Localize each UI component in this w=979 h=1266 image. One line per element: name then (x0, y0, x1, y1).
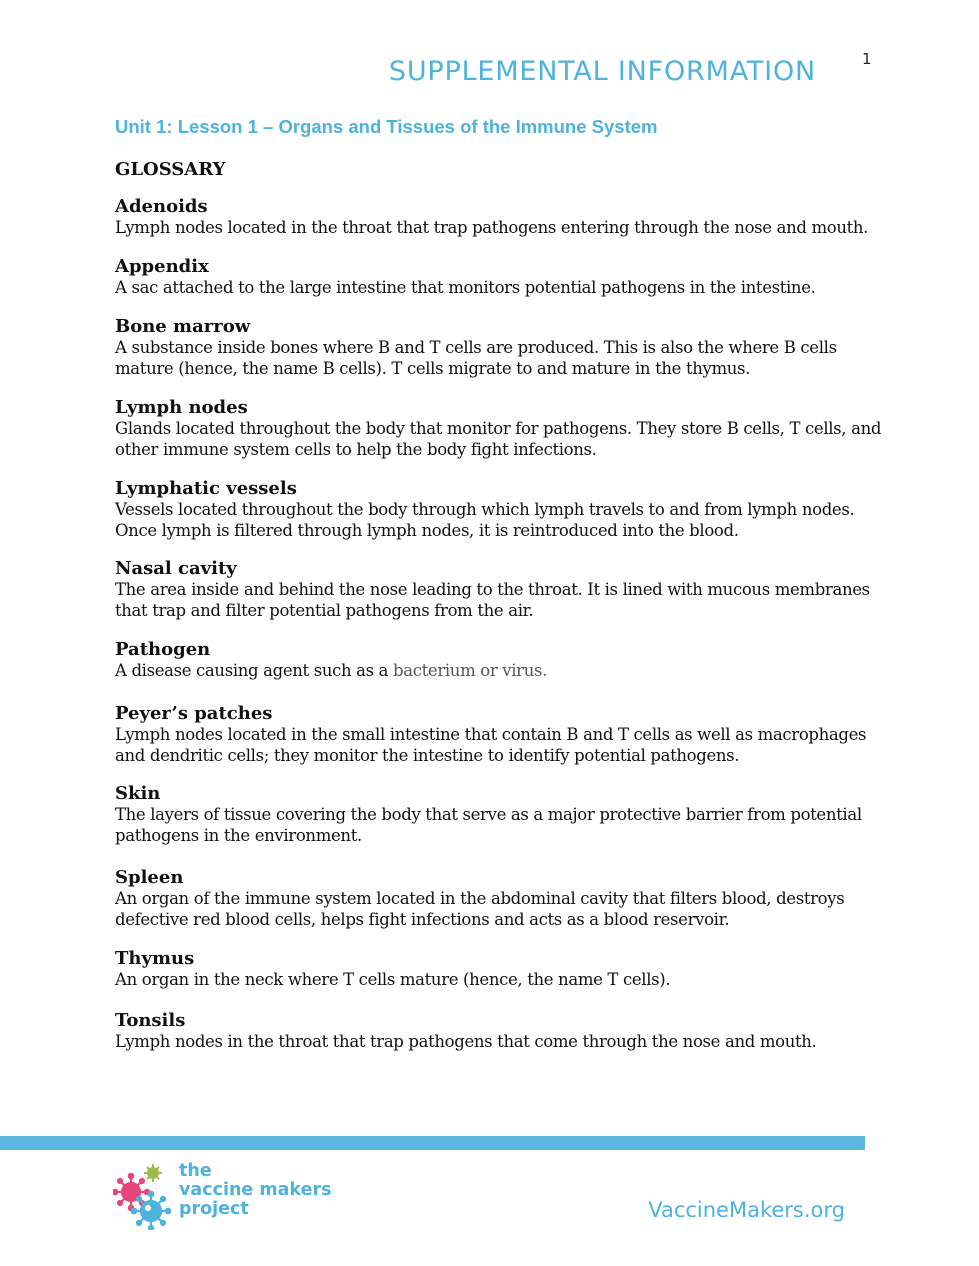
footer-bar (0, 1136, 865, 1150)
glossary-term: Lymph nodes (115, 397, 248, 418)
glossary-term: Lymphatic vessels (115, 478, 297, 499)
glossary-term: Peyer’s patches (115, 703, 273, 724)
glossary-definition (115, 660, 895, 681)
lesson-title: Unit 1: Lesson 1 – Organs and Tissues of the Immune System (115, 116, 658, 137)
glossary-definition: A sac attached to the large intestine that monitors potential pathogens in the intestine. (115, 278, 816, 297)
glossary-term: Adenoids (115, 196, 208, 217)
glossary-term: Skin (115, 783, 161, 804)
glossary-term: Bone marrow (115, 316, 251, 337)
logo-line-1: the (179, 1161, 212, 1181)
glossary-entry-thymus (115, 948, 895, 990)
glossary-entry-bone-marrow (115, 316, 895, 379)
supplemental-header: SUPPLEMENTAL INFORMATION (388, 56, 816, 87)
glossary-term: Nasal cavity (115, 558, 237, 579)
glossary-entry-lymphatic-vessels (115, 478, 895, 541)
vaccine-makers-logo (113, 1160, 343, 1230)
glossary-entry-lymph-nodes (115, 397, 895, 460)
glossary-definition: Lymph nodes located in the small intestine that contain B and T cells as well as macrophages and dendritic cells; they monitor the intestine to identify potential pathogens. (115, 725, 867, 765)
logo-line-3: project (179, 1199, 249, 1219)
glossary-term: Pathogen (115, 639, 211, 660)
glossary-entry-peyers-patches (115, 703, 895, 766)
glossary-term: Thymus (115, 948, 195, 969)
definition-text: A disease causing agent such as a (115, 661, 394, 680)
glossary-definition: A substance inside bones where B and T cells are produced. This is also the where B cells mature (hence, the name B cells). T cells migrate to and mature in the thymus. (115, 338, 837, 378)
glossary-entry-nasal-cavity (115, 558, 895, 621)
page-number: 1 (862, 50, 872, 68)
glossary-definition: Vessels located throughout the body through which lymph travels to and from lymph nodes. Once lymph is filtered through lymph nodes, it is reintroduced into the blood. (115, 500, 855, 540)
virus-cluster-icon (113, 1160, 177, 1230)
glossary-term: Tonsils (115, 1010, 186, 1031)
glossary-entry-pathogen (115, 639, 895, 681)
glossary-definition: An organ of the immune system located in the abdominal cavity that filters blood, destroys defective red blood cells, helps fight infections and acts as a blood reservoir. (115, 889, 845, 929)
glossary-heading: GLOSSARY (115, 159, 226, 180)
glossary-entry-adenoids (115, 196, 895, 238)
glossary-term: Spleen (115, 867, 184, 888)
glossary-entry-spleen (115, 867, 895, 930)
glossary-term: Appendix (115, 256, 209, 277)
glossary-entry-appendix (115, 256, 895, 298)
glossary-entry-skin (115, 783, 895, 846)
footer-website-link[interactable]: VaccineMakers.org (648, 1198, 845, 1222)
definition-highlight: bacterium or virus. (393, 661, 548, 680)
glossary-entry-tonsils (115, 1010, 895, 1052)
glossary-definition: Lymph nodes located in the throat that trap pathogens entering through the nose and mouth. (115, 218, 869, 237)
glossary-definition: An organ in the neck where T cells mature (hence, the name T cells). (115, 970, 671, 989)
logo-line-2: vaccine makers (179, 1180, 332, 1200)
logo-text (179, 1162, 332, 1219)
glossary-definition: The layers of tissue covering the body that serve as a major protective barrier from potential pathogens in the environment. (115, 805, 862, 845)
glossary-definition: Lymph nodes in the throat that trap pathogens that come through the nose and mouth. (115, 1032, 817, 1051)
glossary-definition: The area inside and behind the nose leading to the throat. It is lined with mucous membranes that trap and filter potential pathogens from the air. (115, 580, 870, 620)
glossary-definition: Glands located throughout the body that monitor for pathogens. They store B cells, T cells, and other immune system cells to help the body fight infections. (115, 419, 882, 459)
